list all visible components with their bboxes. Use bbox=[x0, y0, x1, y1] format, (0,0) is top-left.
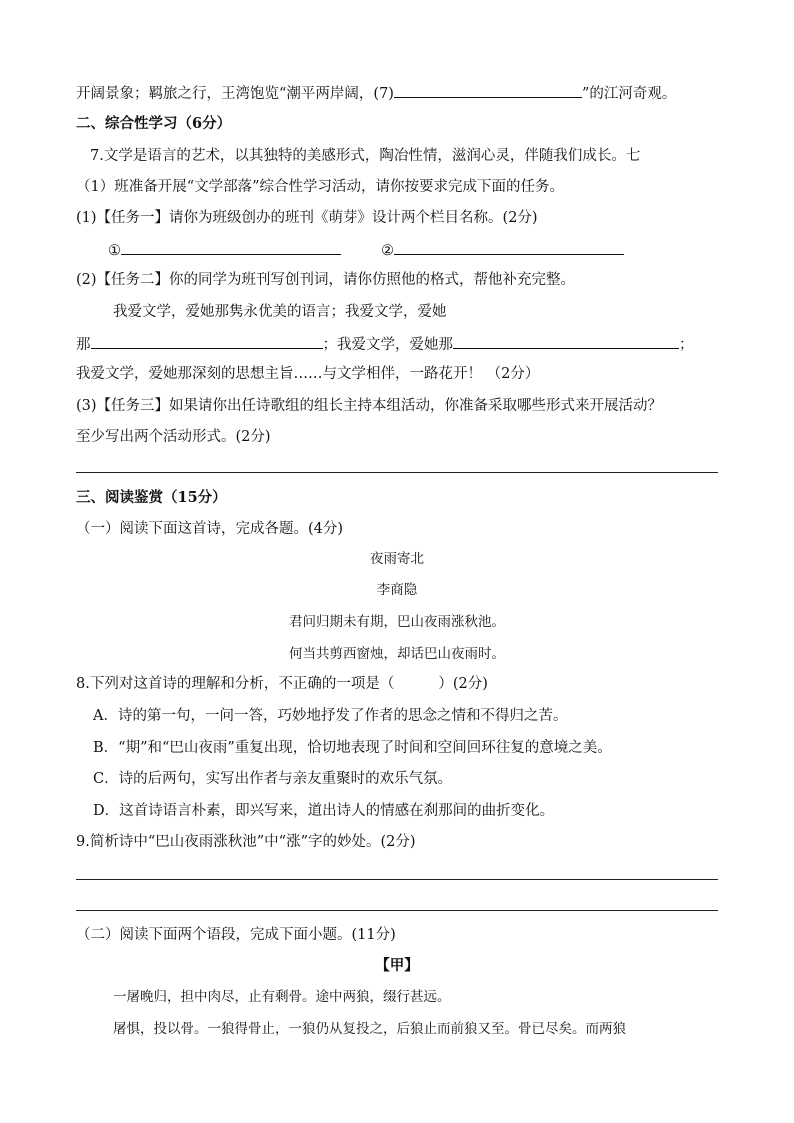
q8-option-c[interactable]: C．诗的后两句，实写出作者与亲友重聚时的欢乐气氛。 bbox=[93, 771, 453, 787]
q7-intro-line1: 7.文学是语言的艺术，以其独特的美感形式，陶冶性情，滋润心灵，伴随我们成长。七 bbox=[90, 148, 641, 164]
task1-prompt: (1)【任务一】请你为班级创办的班刊《萌芽》设计两个栏目名称。(2分) bbox=[76, 210, 538, 226]
text-task2-mid: ；我爱文学，爱她那 bbox=[322, 337, 453, 353]
line-poem-fill bbox=[0, 82, 794, 104]
text-l1-pre: 开阔景象；羁旅之行，王湾饱览“潮平两岸阔，(7) bbox=[76, 86, 394, 102]
section-2-title: 二、综合性学习（6分） bbox=[76, 115, 232, 132]
task2-prompt: (2)【任务二】你的同学为班刊写创刊词，请你仿照他的格式，帮他补充完整。 bbox=[76, 272, 576, 288]
task1-answer-1-label: ① bbox=[108, 243, 121, 259]
part-1-heading: （一）阅读下面这首诗，完成各题。(4分) bbox=[76, 521, 344, 537]
poem-line-1: 君问归期未有期，巴山夜雨涨秋池。 bbox=[289, 614, 505, 630]
poem-line-2: 何当共剪西窗烛，却话巴山夜雨时。 bbox=[289, 646, 505, 662]
task2-line1: 我爱文学，爱她那隽永优美的语言；我爱文学，爱她 bbox=[113, 304, 447, 320]
passage-jia-line-2: 屠惧，投以骨。一狼得骨止，一狼仍从复投之，后狼止而前狼又至。骨已尽矣。而两狼 bbox=[113, 1021, 626, 1037]
q8-option-a[interactable]: A．诗的第一句，一问一答，巧妙地抒发了作者的思念之情和不得归之苦。 bbox=[93, 708, 568, 724]
answer-line-q9-2[interactable] bbox=[76, 910, 718, 911]
text-l1-post: ”的江河奇观。 bbox=[581, 86, 677, 102]
passage-jia-label: 【甲】 bbox=[375, 957, 419, 974]
q9-prompt: 9.简析诗中“巴山夜雨涨秋池”中“涨”字的妙处。(2分) bbox=[76, 834, 416, 850]
task3-line1: (3)【任务三】如果请你出任诗歌组的组长主持本组活动，你准备采取哪些形式来开展活动？ bbox=[76, 398, 663, 414]
task2-line3: 我爱文学，爱她那深刻的思想主旨……与文学相伴，一路花开！ （2分） bbox=[76, 366, 540, 382]
passage-jia-line-1: 一屠晚归，担中肉尽，止有剩骨。途中两狼，缀行甚远。 bbox=[113, 989, 451, 1005]
task3-line2: 至少写出两个活动形式。(2分) bbox=[76, 429, 271, 445]
task1-answer-1-blank[interactable] bbox=[121, 239, 341, 255]
task1-answer-2-blank[interactable] bbox=[394, 239, 624, 255]
section-3-title: 三、阅读鉴赏（15分） bbox=[76, 489, 227, 506]
answer-line-task3[interactable] bbox=[76, 472, 718, 473]
q8-score: ）(2分) bbox=[438, 676, 488, 692]
task2-line2 bbox=[0, 333, 794, 355]
answer-line-q9-1[interactable] bbox=[76, 879, 718, 880]
text-task2-end: ； bbox=[679, 337, 694, 353]
blank-7[interactable] bbox=[394, 82, 582, 98]
q8-prompt bbox=[0, 674, 794, 694]
q8-prompt-text: 8.下列对这首诗的理解和分析，不正确的一项是（ bbox=[76, 676, 395, 692]
task2-blank-2[interactable] bbox=[453, 333, 679, 349]
text-task2-na: 那 bbox=[76, 337, 91, 353]
poem-title: 夜雨寄北 bbox=[370, 551, 424, 567]
q7-intro-line2: （1）班准备开展“文学部落”综合性学习活动，请你按要求完成下面的任务。 bbox=[76, 179, 565, 195]
q8-option-b[interactable]: B．“期”和“巴山夜雨”重复出现，恰切地表现了时间和空间回环往复的意境之美。 bbox=[93, 740, 612, 756]
task1-answer-2-label: ② bbox=[381, 243, 394, 259]
q8-option-d[interactable]: D．这首诗语言朴素，即兴写来，道出诗人的情感在刹那间的曲折变化。 bbox=[93, 803, 555, 819]
task2-blank-1[interactable] bbox=[91, 333, 323, 349]
task1-answers bbox=[0, 239, 794, 261]
poem-author: 李商隐 bbox=[376, 582, 418, 598]
part-2-heading: （二）阅读下面两个语段，完成下面小题。(11分) bbox=[76, 927, 396, 943]
